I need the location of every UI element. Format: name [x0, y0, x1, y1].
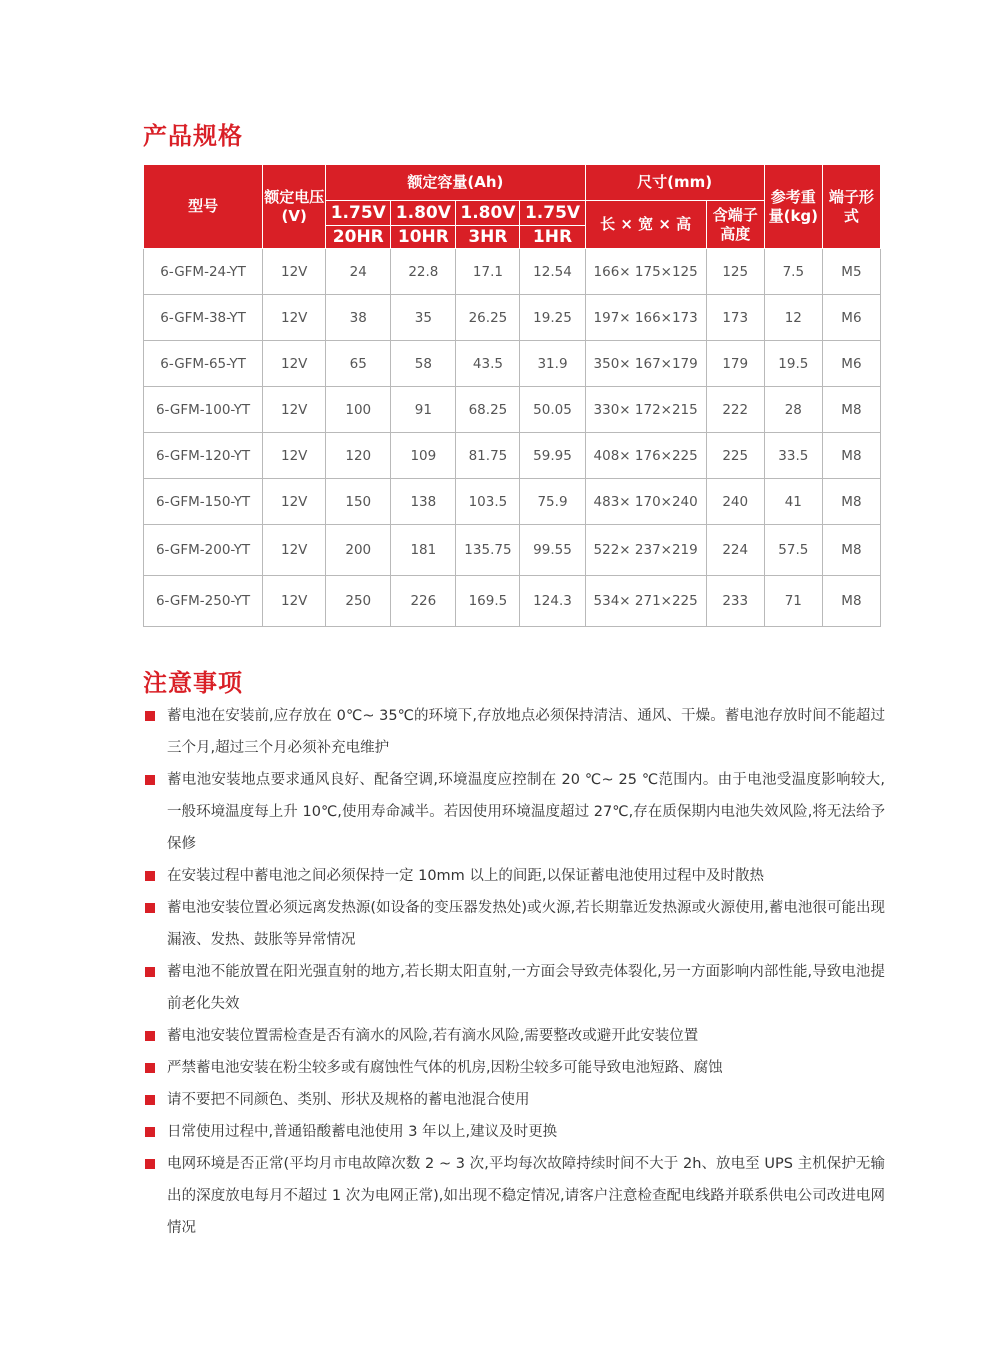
table-row	[144, 341, 881, 387]
cell-terminal-height: 179	[706, 341, 764, 387]
cell-cap-1hr: 75.9	[520, 479, 585, 525]
square-bullet-icon	[145, 871, 155, 881]
table-row	[144, 387, 881, 433]
header-size-terminal-height: 含端子高度	[706, 201, 764, 249]
cell-cap-10hr: 58	[391, 341, 456, 387]
cell-cap-3hr: 103.5	[456, 479, 520, 525]
cell-dimensions: 166× 175×125	[585, 249, 706, 295]
header-cap-voltage-1: 1.75V	[326, 201, 391, 226]
list-item	[143, 1116, 885, 1148]
cell-cap-20hr: 100	[326, 387, 391, 433]
cell-weight: 57.5	[764, 525, 822, 576]
cell-cap-20hr: 200	[326, 525, 391, 576]
cell-cap-1hr: 50.05	[520, 387, 585, 433]
cell-cap-20hr: 24	[326, 249, 391, 295]
cell-cap-10hr: 22.8	[391, 249, 456, 295]
table-row	[144, 249, 881, 295]
cell-cap-3hr: 17.1	[456, 249, 520, 295]
cell-weight: 7.5	[764, 249, 822, 295]
list-item	[143, 956, 885, 1020]
cell-cap-10hr: 91	[391, 387, 456, 433]
cell-model: 6-GFM-200-YT	[144, 525, 263, 576]
cell-dimensions: 330× 172×215	[585, 387, 706, 433]
note-text: 严禁蓄电池安装在粉尘较多或有腐蚀性气体的机房,因粉尘较多可能导致电池短路、腐蚀	[167, 1060, 723, 1076]
cell-voltage: 12V	[263, 249, 326, 295]
cell-weight: 12	[764, 295, 822, 341]
cell-dimensions: 408× 176×225	[585, 433, 706, 479]
cell-cap-20hr: 65	[326, 341, 391, 387]
cell-terminal: M8	[822, 576, 880, 627]
cell-terminal: M8	[822, 479, 880, 525]
cell-voltage: 12V	[263, 387, 326, 433]
table-row	[144, 295, 881, 341]
cell-weight: 41	[764, 479, 822, 525]
header-cap-voltage-4: 1.75V	[520, 201, 585, 226]
square-bullet-icon	[145, 711, 155, 721]
note-text: 电网环境是否正常(平均月市电故障次数 2 ~ 3 次,平均每次故障持续时间不大于 2h、放电至 UPS 主机保护无输出的深度放电每月不超过 1 次为电网正常),如出现不稳定情况,请客户注意检查配电线路并联系供电公司改进电网情况	[167, 1156, 885, 1236]
cell-cap-10hr: 109	[391, 433, 456, 479]
cell-voltage: 12V	[263, 295, 326, 341]
cell-cap-20hr: 250	[326, 576, 391, 627]
cell-cap-10hr: 138	[391, 479, 456, 525]
note-text: 在安装过程中蓄电池之间必须保持一定 10mm 以上的间距,以保证蓄电池使用过程中及时散热	[167, 868, 765, 884]
header-cap-rate-3: 3HR	[456, 226, 520, 249]
square-bullet-icon	[145, 1159, 155, 1169]
cell-cap-10hr: 226	[391, 576, 456, 627]
cell-voltage: 12V	[263, 341, 326, 387]
cell-terminal: M8	[822, 525, 880, 576]
cell-cap-20hr: 120	[326, 433, 391, 479]
list-item	[143, 1052, 885, 1084]
header-cap-rate-4: 1HR	[520, 226, 585, 249]
cell-dimensions: 534× 271×225	[585, 576, 706, 627]
header-cap-rate-2: 10HR	[391, 226, 456, 249]
list-item	[143, 700, 885, 764]
header-size: 尺寸(mm)	[585, 165, 764, 201]
note-text: 蓄电池安装位置必须远离发热源(如设备的变压器发热处)或火源,若长期靠近发热源或火源使用,蓄电池很可能出现漏液、发热、鼓胀等异常情况	[167, 900, 885, 948]
header-cap-voltage-2: 1.80V	[391, 201, 456, 226]
list-item	[143, 860, 885, 892]
cell-voltage: 12V	[263, 433, 326, 479]
header-cap-rate-1: 20HR	[326, 226, 391, 249]
cell-terminal: M5	[822, 249, 880, 295]
note-text: 蓄电池不能放置在阳光强直射的地方,若长期太阳直射,一方面会导致壳体裂化,另一方面影响内部性能,导致电池提前老化失效	[167, 964, 885, 1012]
cell-terminal-height: 225	[706, 433, 764, 479]
cell-cap-3hr: 169.5	[456, 576, 520, 627]
square-bullet-icon	[145, 903, 155, 913]
list-item	[143, 1148, 885, 1244]
cell-weight: 28	[764, 387, 822, 433]
cell-model: 6-GFM-24-YT	[144, 249, 263, 295]
cell-cap-3hr: 43.5	[456, 341, 520, 387]
cell-terminal-height: 224	[706, 525, 764, 576]
notes-list	[143, 700, 885, 1244]
header-size-lwh: 长 × 宽 × 高	[585, 201, 706, 249]
cell-dimensions: 522× 237×219	[585, 525, 706, 576]
square-bullet-icon	[145, 1031, 155, 1041]
cell-cap-20hr: 38	[326, 295, 391, 341]
cell-terminal: M8	[822, 433, 880, 479]
cell-cap-1hr: 12.54	[520, 249, 585, 295]
cell-model: 6-GFM-250-YT	[144, 576, 263, 627]
square-bullet-icon	[145, 775, 155, 785]
cell-cap-10hr: 35	[391, 295, 456, 341]
table-row	[144, 525, 881, 576]
cell-dimensions: 483× 170×240	[585, 479, 706, 525]
square-bullet-icon	[145, 1127, 155, 1137]
cell-terminal: M8	[822, 387, 880, 433]
spec-section-title: 产品规格	[143, 122, 243, 150]
cell-weight: 33.5	[764, 433, 822, 479]
note-text: 蓄电池安装位置需检查是否有滴水的风险,若有滴水风险,需要整改或避开此安装位置	[167, 1028, 699, 1044]
cell-weight: 71	[764, 576, 822, 627]
cell-cap-3hr: 68.25	[456, 387, 520, 433]
square-bullet-icon	[145, 1063, 155, 1073]
cell-model: 6-GFM-150-YT	[144, 479, 263, 525]
cell-terminal-height: 125	[706, 249, 764, 295]
notes-section-title: 注意事项	[143, 669, 243, 697]
cell-cap-3hr: 81.75	[456, 433, 520, 479]
note-text: 日常使用过程中,普通铅酸蓄电池使用 3 年以上,建议及时更换	[167, 1124, 558, 1140]
table-row	[144, 576, 881, 627]
cell-terminal-height: 173	[706, 295, 764, 341]
cell-cap-1hr: 31.9	[520, 341, 585, 387]
header-voltage: 额定电压(V)	[263, 165, 326, 249]
cell-cap-20hr: 150	[326, 479, 391, 525]
header-weight: 参考重量(kg)	[764, 165, 822, 249]
cell-dimensions: 197× 166×173	[585, 295, 706, 341]
cell-voltage: 12V	[263, 576, 326, 627]
list-item	[143, 1084, 885, 1116]
cell-terminal-height: 222	[706, 387, 764, 433]
cell-cap-1hr: 124.3	[520, 576, 585, 627]
cell-terminal-height: 233	[706, 576, 764, 627]
note-text: 蓄电池安装地点要求通风良好、配备空调,环境温度应控制在 20 ℃~ 25 ℃范围内。由于电池受温度影响较大,一般环境温度每上升 10℃,使用寿命减半。若因使用环境温度超过 27℃,存在质保期内电池失效风险,将无法给予保修	[167, 772, 885, 852]
list-item	[143, 764, 885, 860]
note-text: 蓄电池在安装前,应存放在 0℃~ 35℃的环境下,存放地点必须保持清洁、通风、干燥。蓄电池存放时间不能超过三个月,超过三个月必须补充电维护	[167, 708, 885, 756]
spec-table	[143, 164, 881, 627]
square-bullet-icon	[145, 1095, 155, 1105]
cell-model: 6-GFM-120-YT	[144, 433, 263, 479]
header-model: 型号	[144, 165, 263, 249]
cell-model: 6-GFM-65-YT	[144, 341, 263, 387]
cell-model: 6-GFM-38-YT	[144, 295, 263, 341]
cell-cap-3hr: 135.75	[456, 525, 520, 576]
cell-cap-1hr: 19.25	[520, 295, 585, 341]
header-cap-voltage-3: 1.80V	[456, 201, 520, 226]
cell-model: 6-GFM-100-YT	[144, 387, 263, 433]
cell-cap-1hr: 99.55	[520, 525, 585, 576]
cell-terminal: M6	[822, 295, 880, 341]
header-capacity: 额定容量(Ah)	[326, 165, 585, 201]
table-row	[144, 433, 881, 479]
table-row	[144, 479, 881, 525]
list-item	[143, 892, 885, 956]
cell-terminal-height: 240	[706, 479, 764, 525]
cell-cap-1hr: 59.95	[520, 433, 585, 479]
cell-cap-10hr: 181	[391, 525, 456, 576]
square-bullet-icon	[145, 967, 155, 977]
list-item	[143, 1020, 885, 1052]
cell-voltage: 12V	[263, 479, 326, 525]
cell-terminal: M6	[822, 341, 880, 387]
cell-dimensions: 350× 167×179	[585, 341, 706, 387]
cell-weight: 19.5	[764, 341, 822, 387]
cell-voltage: 12V	[263, 525, 326, 576]
cell-cap-3hr: 26.25	[456, 295, 520, 341]
header-terminal: 端子形式	[822, 165, 880, 249]
note-text: 请不要把不同颜色、类别、形状及规格的蓄电池混合使用	[167, 1092, 530, 1108]
